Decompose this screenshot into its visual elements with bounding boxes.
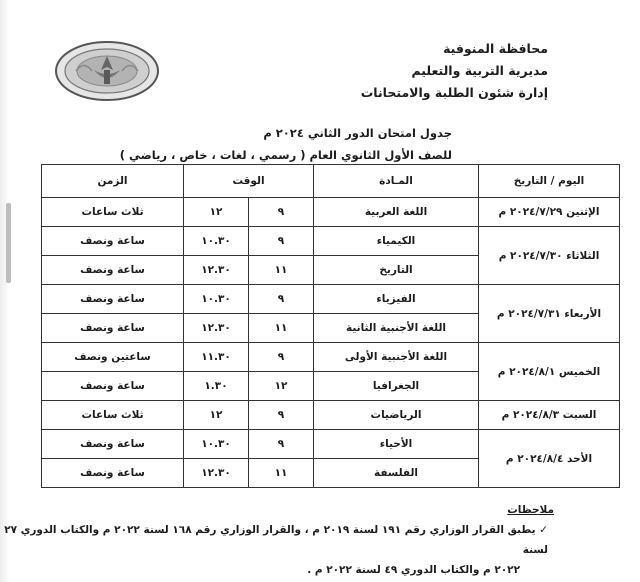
subject-cell: الجغرافيا (314, 372, 479, 401)
exam-schedule-table (41, 164, 620, 488)
time-to-cell: ١١.٣٠ (184, 343, 249, 372)
table-row (42, 401, 620, 430)
time-to-cell: ١٢ (184, 198, 249, 227)
day-cell: الخميس ٢٠٢٤/٨/١ م (479, 343, 620, 401)
duration-cell: ثلاث ساعات (42, 198, 184, 227)
time-from-cell: ١١ (249, 459, 314, 488)
header-time: الوقت (184, 165, 314, 198)
note-line-continued: ٢٠٢٢ م والكتاب الدوري ٤٩ لسنة ٢٠٢٢ م . (307, 564, 520, 576)
header-duration: الزمن (42, 165, 184, 198)
time-to-cell: ١٢.٣٠ (184, 459, 249, 488)
day-cell: الأحد ٢٠٢٤/٨/٤ م (479, 430, 620, 488)
subject-cell: اللغة الأجنبية الثانية (314, 314, 479, 343)
time-from-cell: ٩ (249, 227, 314, 256)
time-from-cell: ٩ (249, 198, 314, 227)
table-row (42, 430, 620, 459)
time-to-cell: ١٠.٣٠ (184, 430, 249, 459)
time-from-cell: ٩ (249, 430, 314, 459)
table-row (42, 285, 620, 314)
day-cell: السبت ٢٠٢٤/٨/٣ م (479, 401, 620, 430)
table-row (42, 198, 620, 227)
checkmark-icon: ✓ (535, 524, 548, 536)
duration-cell: ساعتين ونصف (42, 343, 184, 372)
directorate-header (361, 38, 548, 104)
time-to-cell: ١٢.٣٠ (184, 314, 249, 343)
time-from-cell: ٩ (249, 285, 314, 314)
time-to-cell: ١٢ (184, 401, 249, 430)
note-text: يطبق القرار الوزاري رقم ١٩١ لسنة ٢٠١٩ م ، والقرار الوزاري رقم ١٦٨ لسنة ٢٠٢٢ م والكتاب الدوري ٢٧ لسنة (4, 524, 548, 556)
subject-cell: الأحياء (314, 430, 479, 459)
schedule-subtitle: للصف الأول الثانوي العام ( رسمي ، لغات ، خاص ، رياضي ) (119, 148, 452, 162)
duration-cell: ساعة ونصف (42, 227, 184, 256)
time-from-cell: ١١ (249, 314, 314, 343)
time-to-cell: ١.٣٠ (184, 372, 249, 401)
subject-cell: التاريخ (314, 256, 479, 285)
day-cell: الثلاثاء ٢٠٢٤/٧/٣٠ م (479, 227, 620, 285)
notes-section (0, 500, 554, 580)
duration-cell: ساعة ونصف (42, 256, 184, 285)
day-cell: الإثنين ٢٠٢٤/٧/٢٩ م (479, 198, 620, 227)
subject-cell: الفلسفة (314, 459, 479, 488)
scroll-handle[interactable] (6, 203, 11, 283)
table-header-row (42, 165, 620, 198)
directorate-name: مديرية التربية والتعليم (411, 63, 548, 78)
table-row (42, 227, 620, 256)
time-from-cell: ١٢ (249, 372, 314, 401)
duration-cell: ساعة ونصف (42, 459, 184, 488)
ministry-emblem-icon (54, 40, 160, 102)
header-subject: المـادة (314, 165, 479, 198)
time-from-cell: ٩ (249, 343, 314, 372)
duration-cell: ساعة ونصف (42, 372, 184, 401)
subject-cell: الفيزياء (314, 285, 479, 314)
schedule-title-block (120, 122, 452, 166)
time-to-cell: ١٠.٣٠ (184, 227, 249, 256)
schedule-title: جدول امتحان الدور الثاني ٢٠٢٤ م (263, 126, 452, 140)
department-name: إدارة شئون الطلبة والامتحانات (360, 85, 548, 100)
duration-cell: ثلاث ساعات (42, 401, 184, 430)
duration-cell: ساعة ونصف (42, 314, 184, 343)
notes-title: ملاحظات (507, 504, 554, 516)
subject-cell: اللغة العربية (314, 198, 479, 227)
scan-edge (0, 0, 10, 582)
time-from-cell: ١١ (249, 256, 314, 285)
day-cell: الأربعاء ٢٠٢٤/٧/٣١ م (479, 285, 620, 343)
subject-cell: الرياضيات (314, 401, 479, 430)
time-from-cell: ٩ (249, 401, 314, 430)
table-row (42, 343, 620, 372)
note-line (0, 520, 554, 560)
duration-cell: ساعة ونصف (42, 285, 184, 314)
subject-cell: اللغة الأجنبية الأولى (314, 343, 479, 372)
subject-cell: الكيمياء (314, 227, 479, 256)
governorate-name: محافظة المنوفية (443, 41, 548, 56)
duration-cell: ساعة ونصف (42, 430, 184, 459)
time-to-cell: ١٢.٣٠ (184, 256, 249, 285)
time-to-cell: ١٠.٣٠ (184, 285, 249, 314)
header-day-date: اليوم / التاريخ (479, 165, 620, 198)
